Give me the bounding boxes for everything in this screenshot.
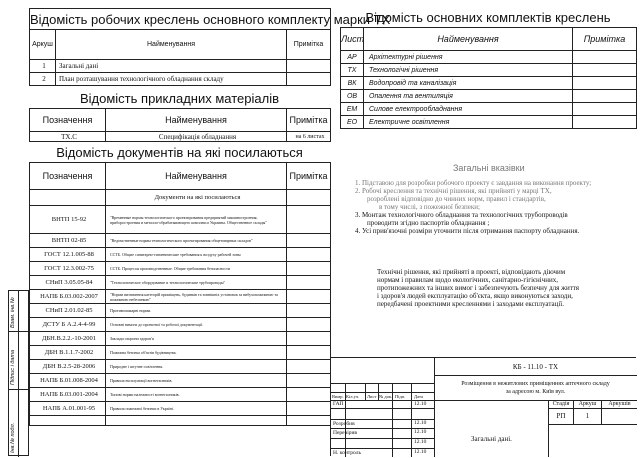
- document-code: НАПБ Б.03.002-2007: [30, 290, 106, 304]
- sheet-value: 1: [585, 412, 590, 420]
- set-name: Водопровід та каналізація: [364, 77, 573, 90]
- role-date: 12.10: [414, 439, 427, 445]
- table-row: [30, 248, 331, 262]
- paragraph-line: нормам і правилам щодо екологічних, санітарно-гігієнічних,: [377, 276, 558, 284]
- note-item: в тому числі, з пожежної безпеки;: [379, 203, 480, 211]
- general-notes-title: Загальні вказівки: [453, 163, 525, 173]
- document-note: [287, 360, 331, 374]
- document-name: Пожежна безпека об'єктів будівництва.: [106, 346, 287, 360]
- main-sets-title: Відомість основних комплектів креслень: [365, 10, 611, 25]
- sheet-name: План розташування технологічного обладнання складу: [56, 73, 287, 86]
- role-label: Перевірив: [333, 430, 358, 436]
- sheet-name: Загальні дані: [56, 60, 287, 73]
- col-header: Кіл.уч.: [346, 394, 360, 399]
- header-note: Примітка: [287, 30, 331, 60]
- set-code: ОВ: [341, 90, 364, 103]
- paragraph-line: передбачені проектними кресленнями і заходами експлуатації.: [377, 300, 564, 308]
- compliance-paragraph: [377, 268, 635, 308]
- document-name: Правила пожежної безпеки в Україні.: [106, 402, 287, 416]
- set-name: Опалення та вентиляція: [364, 90, 573, 103]
- table-row: [30, 346, 331, 360]
- document-code: ДБН.В.2.2.-10-2001: [30, 332, 106, 346]
- sheets-header: Аркушів: [608, 401, 631, 407]
- document-code: ДБН В.1.1.7-2002: [30, 346, 106, 360]
- col-header: Лист: [367, 394, 377, 399]
- set-code: ВК: [341, 77, 364, 90]
- table-row: [30, 60, 331, 73]
- attached-title: Відомість прикладних матеріалів: [79, 91, 279, 106]
- sheet-header: Аркуш: [578, 401, 597, 407]
- table-row: [30, 73, 331, 86]
- document-name: "Ведомственные нормы технологического проектирования общетоварных складов": [106, 234, 287, 248]
- referenced-title: Відомість документів на які посилаються: [56, 145, 303, 160]
- document-note: [287, 346, 331, 360]
- document-note: [287, 388, 331, 402]
- stage-header: Стадія: [552, 401, 570, 407]
- table-row: [30, 234, 331, 248]
- document-code: НАПБ А.01.001-95: [30, 402, 106, 416]
- document-note: [287, 304, 331, 318]
- document-name: Природне і штучне освітлення.: [106, 360, 287, 374]
- table-row: [30, 374, 331, 388]
- object-line: за адресою м. Київ вул.: [505, 389, 566, 395]
- header-sheet: Аркуш: [30, 30, 56, 60]
- document-note: [287, 262, 331, 276]
- document-name: "Норми визначення категорій приміщень, будинків та зовнішніх установок за вибухопожежною та пожежною небезпекою": [106, 290, 287, 304]
- set-name: Технологічні рішення: [364, 64, 573, 77]
- note-item: 1. Підставою для розробки робочого проекту є завдання на виконання проекту;: [355, 179, 592, 187]
- document-name: Типові норми належності вогнегасників.: [106, 388, 287, 402]
- document-code: ГОСТ 12.1.005-88: [30, 248, 106, 262]
- document-code: ГОСТ 12.3.002-75: [30, 262, 106, 276]
- table-row: [341, 64, 637, 77]
- note-item: 3. Монтаж технологічного обладнання та технологічних трубопроводів: [355, 211, 568, 219]
- table-row: [341, 51, 637, 64]
- role-date: 12.10: [414, 420, 427, 426]
- document-name: Основні вимоги до проектної та робочої документації.: [106, 318, 287, 332]
- set-code: АР: [341, 51, 364, 64]
- header-list: Лист: [341, 28, 364, 51]
- object-line: Розміщення в нежитлових приміщеннях аптечного складу: [461, 381, 610, 387]
- table-row: [30, 262, 331, 276]
- document-name: Заклади охорони здоров'я: [106, 332, 287, 346]
- header-name: Найменування: [106, 109, 287, 132]
- header-note: Примітка: [573, 28, 637, 51]
- document-code: КБ - 11.10 - ТХ: [512, 363, 559, 371]
- document-note: [287, 290, 331, 304]
- role-date: 12.10: [414, 401, 427, 407]
- set-code: ЕМ: [341, 103, 364, 116]
- attached-table: [29, 108, 331, 142]
- note-item: проводити згідно паспортів обладнання ;: [367, 219, 490, 227]
- set-code: ТХ: [341, 64, 364, 77]
- sheet-number: 1: [30, 60, 56, 73]
- margin-stamp: [8, 290, 29, 456]
- document-code: СНиП 2.01.02-85: [30, 304, 106, 318]
- header-note: Примітка: [287, 109, 331, 132]
- role-date: 12.10: [414, 429, 427, 435]
- sheet-note: [287, 60, 331, 73]
- note-item: 4. Усі прив'язочні розміри уточнити після отримання паспорту обладнання.: [355, 227, 580, 235]
- note: на 6 листах: [287, 132, 331, 142]
- table-row: [341, 90, 637, 103]
- table-row: [30, 132, 331, 142]
- sheet-number: 2: [30, 73, 56, 86]
- header-designation: Позначення: [30, 109, 106, 132]
- header-name: Найменування: [56, 30, 287, 60]
- document-code: ВНТП 02-85: [30, 234, 106, 248]
- title-block: [330, 357, 636, 456]
- margin-label-signature: Підпис і дата: [10, 349, 16, 385]
- table-row: [30, 318, 331, 332]
- set-code: ЕО: [341, 116, 364, 129]
- table-row: [30, 388, 331, 402]
- col-header: Дата: [414, 394, 423, 399]
- table-row: [30, 206, 331, 234]
- document-name: ССТБ. Общие санитарно-гигиенические требования к воздуху рабочей зоны: [106, 248, 287, 262]
- document-note: [287, 248, 331, 262]
- set-name: Архітектурні рішення: [364, 51, 573, 64]
- document-name: "Технологическое оборудование и технологические трубопроводы": [106, 276, 287, 290]
- name: Специфікація обладнання: [106, 132, 287, 142]
- document-note: [287, 206, 331, 234]
- header-designation: Позначення: [30, 163, 106, 190]
- role-label: Н. контроль: [333, 450, 361, 456]
- document-name: "Временные нормы технологического проектирования предприятий машиностроения, приборостроения и металло-обрабатывающего комплекса Украины. Общественное склады": [106, 206, 287, 234]
- margin-label-replaced: Взам. інв.№: [10, 297, 16, 328]
- table-row: [341, 77, 637, 90]
- role-label: Розробив: [333, 421, 355, 427]
- set-name: Силове електрообладнання: [364, 103, 573, 116]
- note-item: 2. Робочі креслення та технічні рішення, які прийняті у марці ТХ,: [355, 187, 552, 195]
- document-code: ДБН В.2.5-28-2006: [30, 360, 106, 374]
- header-note: Примітка: [287, 163, 331, 190]
- document-name: Противопожарні норми.: [106, 304, 287, 318]
- document-note: [287, 332, 331, 346]
- col-header: Підп.: [395, 394, 406, 399]
- table-row: [30, 304, 331, 318]
- document-note: [287, 318, 331, 332]
- col-header: № док.: [379, 394, 393, 399]
- designation: ТХ.С: [30, 132, 106, 142]
- stage-value: РП: [556, 412, 566, 420]
- document-note: [287, 234, 331, 248]
- sheet-title: Загальні дані.: [471, 435, 512, 443]
- paragraph-line: протипожежних та інших вимог і забезпечують безпечну для життя: [377, 284, 579, 292]
- sheet-note: [287, 73, 331, 86]
- set-name: Електричне освітлення: [364, 116, 573, 129]
- document-code: ДСТУ Б А.2.4-4-99: [30, 318, 106, 332]
- col-header: Вимр.: [332, 394, 344, 399]
- role-label: ГАП: [333, 401, 344, 407]
- document-note: [287, 276, 331, 290]
- table-row: [30, 290, 331, 304]
- document-code: ВНТП 15-92: [30, 206, 106, 234]
- document-note: [287, 374, 331, 388]
- referenced-table: [29, 162, 331, 426]
- document-name: Правила експлуатації вогнегасників.: [106, 374, 287, 388]
- general-notes: [355, 163, 635, 235]
- role-date: 12.10: [414, 449, 427, 455]
- document-name: ССТБ. Процессы производственные. Общие требования безопасности: [106, 262, 287, 276]
- table-row: [341, 116, 637, 129]
- document-code: НАПБ Б.03.001-2004: [30, 388, 106, 402]
- note-item: розроблені відповідно до чинних норм, правил і стандартів,: [367, 195, 546, 203]
- paragraph-line: Технічні рішення, які прийняті в проекті, відповідають діючим: [377, 268, 566, 276]
- header-name: Найменування: [106, 163, 287, 190]
- working-drawings-title: Відомість робочих креслень основного комплекту марки ТХ: [30, 9, 331, 30]
- paragraph-line: і здоров'я людей експлуатацію об'єкта, якщо виконуються заходи,: [377, 292, 573, 300]
- document-code: СНиП 3.05.05-84: [30, 276, 106, 290]
- document-note: [287, 402, 331, 416]
- table-row: [30, 402, 331, 416]
- table-row: [30, 276, 331, 290]
- document-code: НАПБ Б.01.008-2004: [30, 374, 106, 388]
- margin-label-inventory: Інв.№ подл.: [10, 422, 16, 453]
- header-name: Найменування: [364, 28, 573, 51]
- table-row: [341, 103, 637, 116]
- main-sets-table: [340, 27, 637, 129]
- referenced-subheader: Документи на які посилаються: [106, 190, 287, 206]
- table-row: [30, 332, 331, 346]
- table-row: [30, 360, 331, 374]
- object-name: [434, 380, 637, 396]
